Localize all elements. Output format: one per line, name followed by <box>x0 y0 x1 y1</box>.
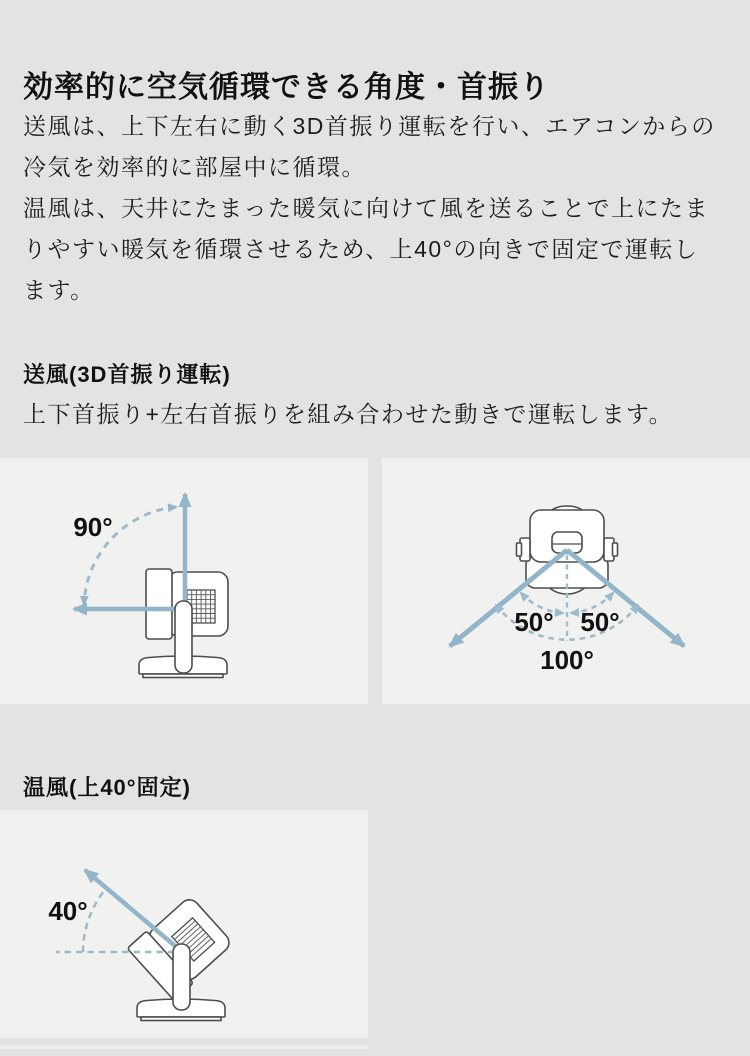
fan-neck <box>175 601 192 673</box>
intro-line: ます。 <box>23 277 95 303</box>
fan-neck <box>173 944 190 1010</box>
warm-mode-diagram <box>0 810 368 1038</box>
angle-label-50-left: 50° <box>514 607 554 637</box>
angle-label-40: 40° <box>48 896 88 926</box>
intro-line: 送風は、上下左右に動く3D首振り運転を行い、エアコンからの <box>23 113 716 139</box>
fan-mode-description: 上下首振り+左右首振りを組み合わせた動きで運転します。 <box>23 401 674 427</box>
intro-line: りやすい暖気を循環させるため、上40°の向きで固定で運転し <box>23 236 699 262</box>
warm-mode-heading: 温風(上40°固定) <box>23 775 191 801</box>
page-title: 効率的に空気循環できる角度・首振り <box>23 71 550 105</box>
diagram-panel-vertical-oscillation <box>0 458 368 704</box>
intro-line: 冷気を効率的に部屋中に循環。 <box>23 154 366 180</box>
angle-label-90: 90° <box>73 512 113 542</box>
angle-label-100: 100° <box>540 645 594 675</box>
fan-base-plinth <box>143 674 223 678</box>
vertical-oscillation-diagram <box>0 458 368 704</box>
fan-mode-heading: 送風(3D首振り運転) <box>23 362 231 388</box>
diagram-panel-warm-fixed-40 <box>0 810 368 1038</box>
angle-label-50-right: 50° <box>580 607 620 637</box>
fan-base-plinth <box>141 1017 221 1021</box>
diagram-panel-horizontal-oscillation <box>382 458 750 704</box>
horizontal-oscillation-diagram <box>382 458 750 704</box>
intro-paragraph <box>23 106 716 311</box>
next-image-sliver <box>0 1045 368 1049</box>
intro-line: 温風は、天井にたまった暖気に向けて風を送ることで上にたま <box>23 195 709 221</box>
